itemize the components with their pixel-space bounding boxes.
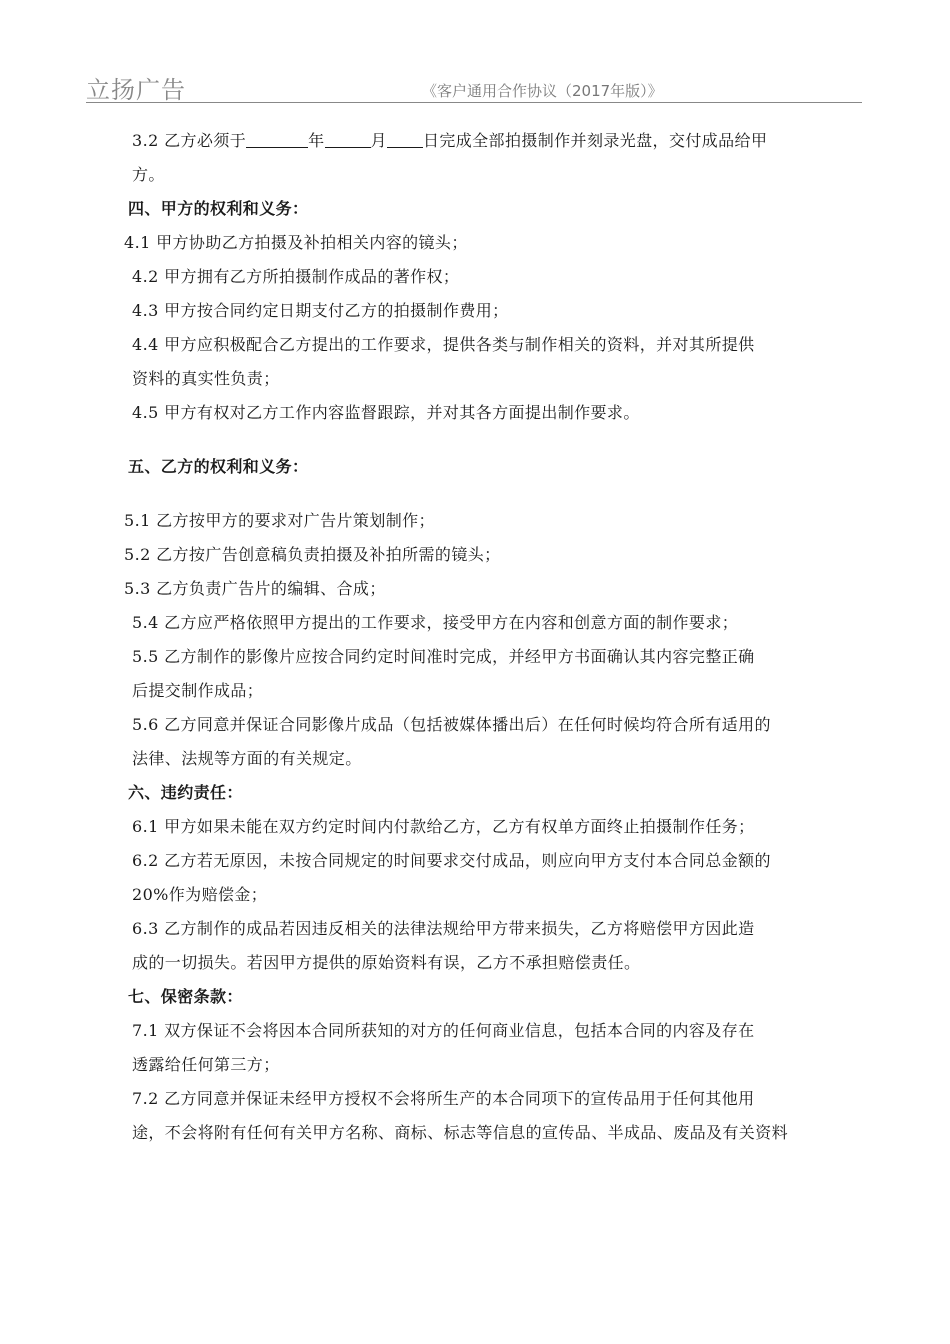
clause-7-1: 7.1 双方保证不会将因本合同所获知的对方的任何商业信息，包括本合同的内容及存在 [132, 1021, 755, 1040]
contract-body [124, 124, 864, 1150]
clause-5-2: 5.2 乙方按广告创意稿负责拍摄及补拍所需的镜头； [124, 545, 501, 564]
clause-4-2: 4.2 甲方拥有乙方所拍摄制作成品的著作权； [132, 267, 460, 286]
clause-6-2: 6.2 乙方若无原因，未按合同规定的时间要求交付成品，则应向甲方支付本合同总金额的 [132, 851, 771, 870]
clause-5-5-cont: 后提交制作成品； [132, 681, 264, 700]
clause-4-4-cont: 资料的真实性负责； [132, 369, 280, 388]
section-7-heading: 七、保密条款： [128, 987, 243, 1006]
document-title: 《客户通用合作协议（2017年版）》 [422, 82, 663, 100]
clause-7-1-cont: 透露给任何第三方； [132, 1055, 280, 1074]
clause-4-3: 4.3 甲方按合同约定日期支付乙方的拍摄制作费用； [132, 301, 509, 320]
clause-6-3: 6.3 乙方制作的成品若因违反相关的法律法规给甲方带来损失，乙方将赔偿甲方因此造 [132, 919, 755, 938]
section-4-heading: 四、甲方的权利和义务： [128, 199, 309, 218]
clause-4-4: 4.4 甲方应积极配合乙方提出的工作要求，提供各类与制作相关的资料，并对其所提供 [132, 335, 755, 354]
clause-3-2: 3.2 乙方必须于 年 月 日完成全部拍摄制作并刻录光盘，交付成品给甲 [132, 131, 768, 150]
page-header [86, 68, 862, 103]
clause-5-4: 5.4 乙方应严格依照甲方提出的工作要求，接受甲方在内容和创意方面的制作要求； [132, 613, 739, 632]
year-blank [246, 129, 308, 148]
clause-5-3: 5.3 乙方负责广告片的编辑、合成； [124, 579, 386, 598]
clause-5-6: 5.6 乙方同意并保证合同影像片成品（包括被媒体播出后）在任何时候均符合所有适用的 [132, 715, 771, 734]
clause-5-6-cont: 法律、法规等方面的有关规定。 [132, 749, 362, 768]
clause-7-2-cont: 途，不会将附有任何有关甲方名称、商标、标志等信息的宣传品、半成品、废品及有关资料 [132, 1123, 789, 1142]
clause-6-1: 6.1 甲方如果未能在双方约定时间内付款给乙方，乙方有权单方面终止拍摄制作任务； [132, 817, 755, 836]
section-6-heading: 六、违约责任： [128, 783, 243, 802]
clause-5-5: 5.5 乙方制作的影像片应按合同约定时间准时完成，并经甲方书面确认其内容完整正确 [132, 647, 755, 666]
clause-3-2-cont: 方。 [132, 165, 165, 184]
clause-4-1: 4.1 甲方协助乙方拍摄及补拍相关内容的镜头； [124, 233, 468, 252]
clause-7-2: 7.2 乙方同意并保证未经甲方授权不会将所生产的本合同项下的宣传品用于任何其他用 [132, 1089, 755, 1108]
clause-4-5: 4.5 甲方有权对乙方工作内容监督跟踪，并对其各方面提出制作要求。 [132, 403, 640, 422]
month-blank [325, 129, 371, 148]
brand-logo-text: 立扬广告 [86, 76, 186, 104]
clause-6-3-cont: 成的一切损失。若因甲方提供的原始资料有误，乙方不承担赔偿责任。 [132, 953, 641, 972]
day-blank [387, 129, 423, 148]
section-5-heading: 五、乙方的权利和义务： [128, 457, 309, 476]
clause-6-2-cont: 20%作为赔偿金； [132, 885, 268, 904]
clause-5-1: 5.1 乙方按甲方的要求对广告片策划制作； [124, 511, 435, 530]
